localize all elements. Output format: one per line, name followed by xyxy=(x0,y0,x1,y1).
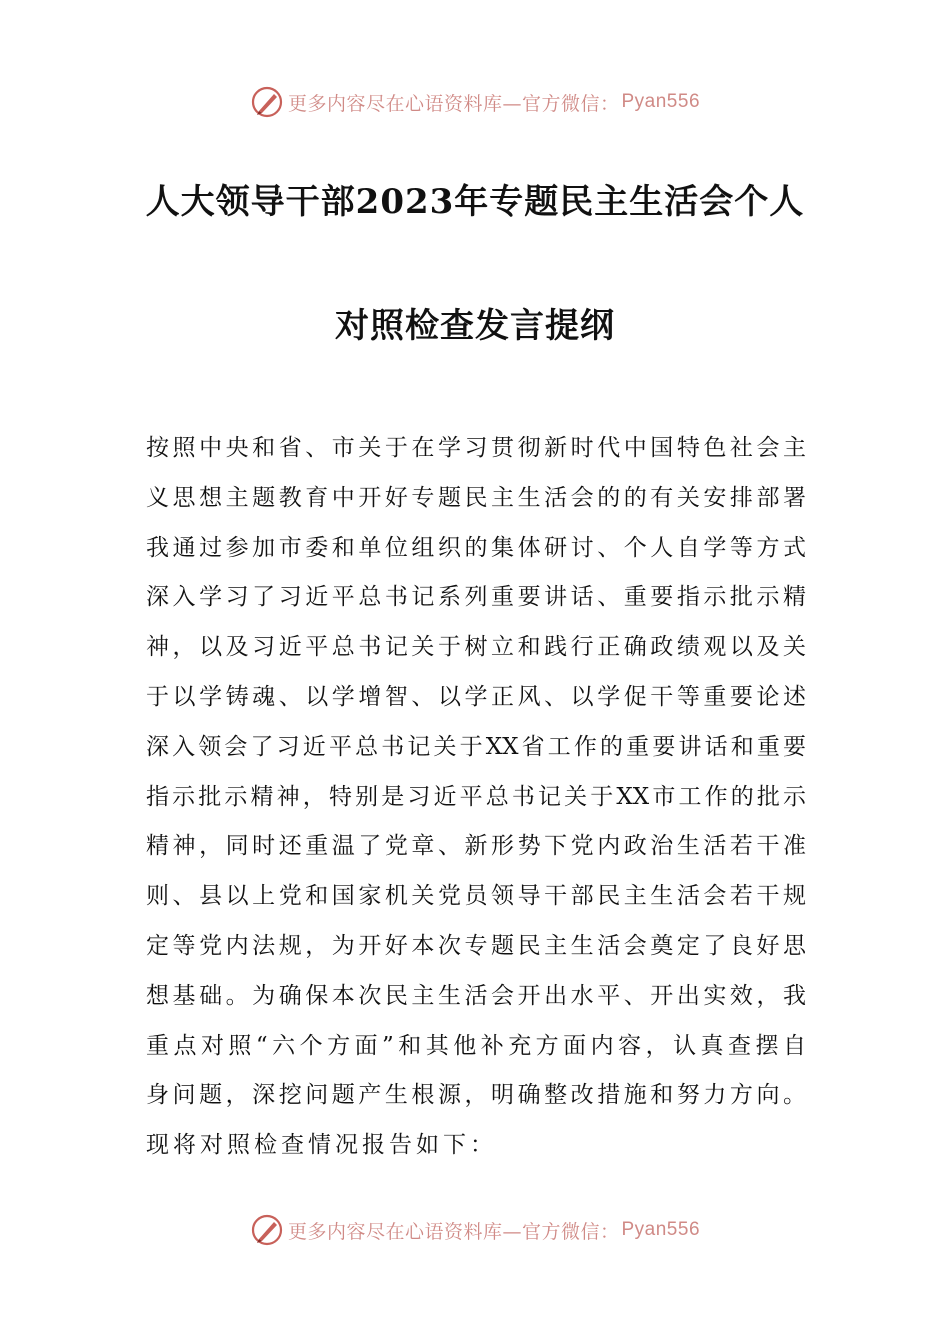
watermark-wechat-id: Pyan556 xyxy=(621,1219,701,1240)
watermark-text: 更多内容尽在心语资料库—官方微信： xyxy=(287,92,620,115)
watermark-header xyxy=(0,82,950,122)
body-line: 按照中央和省、市关于在学习贯彻新时代中国特色社会主 xyxy=(146,435,806,461)
document-title-line-1: 人大领导干部2023年专题民主生活会个人 xyxy=(145,182,805,222)
pen-logo-icon xyxy=(250,1213,284,1247)
body-line: 想基础。为确保本次民主生活会开出水平、开出实效，我 xyxy=(146,982,806,1009)
body-line: 我通过参加市委和单位组织的集体研讨、个人自学等方式 xyxy=(146,534,806,561)
body-line: 精神，同时还重温了党章、新形势下党内政治生活若干准 xyxy=(146,833,806,860)
body-line: 于以学铸魂、以学增智、以学正风、以学促干等重要论述 xyxy=(146,683,806,710)
watermark-text: 更多内容尽在心语资料库—官方微信： xyxy=(287,1220,620,1243)
body-line: 深入学习了习近平总书记系列重要讲话、重要指示批示精 xyxy=(146,584,806,611)
body-line: 深入领会了习近平总书记关于XX省工作的重要讲话和重要 xyxy=(146,733,806,760)
watermark-footer xyxy=(0,1210,950,1250)
body-line: 定等党内法规，为开好本次专题民主生活会奠定了良好思 xyxy=(146,932,806,959)
body-line: 义思想主题教育中开好专题民主生活会的的有关安排部署 xyxy=(146,484,806,511)
body-line: 重点对照“六个方面”和其他补充方面内容，认真查摆自 xyxy=(146,1032,806,1059)
document-title-line-2: 对照检查发言提纲 xyxy=(335,306,615,346)
body-line: 则、县以上党和国家机关党员领导干部民主生活会若干规 xyxy=(146,883,806,910)
pen-logo-icon xyxy=(250,85,284,119)
body-line: 指示批示精神，特别是习近平总书记关于XX市工作的批示 xyxy=(146,783,806,810)
watermark-wechat-id: Pyan556 xyxy=(621,91,701,112)
body-line: 身问题，深挖问题产生根源，明确整改措施和努力方向。 xyxy=(146,1082,806,1109)
body-line: 现将对照检查情况报告如下： xyxy=(146,1132,497,1159)
document-body xyxy=(146,428,806,1175)
body-line: 神，以及习近平总书记关于树立和践行正确政绩观以及关 xyxy=(146,634,806,661)
